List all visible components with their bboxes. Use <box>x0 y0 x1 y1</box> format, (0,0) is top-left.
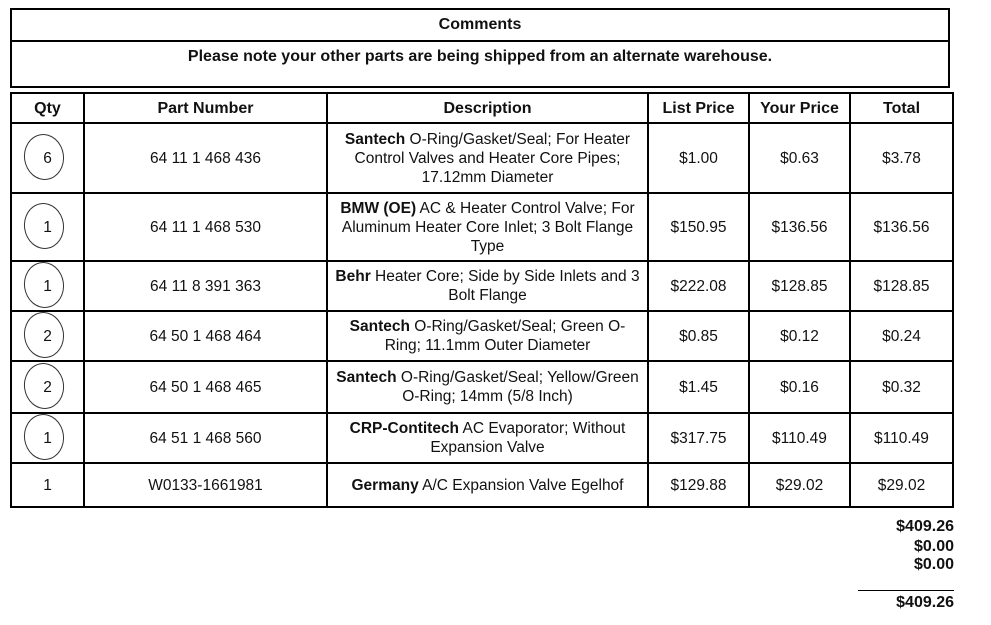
part-number-cell: 64 11 1 468 530 <box>84 193 327 261</box>
handwritten-circle-mark <box>21 200 67 251</box>
total-cell: $110.49 <box>850 413 953 463</box>
table-header-row <box>11 93 953 123</box>
description-cell <box>327 311 648 361</box>
table-row <box>11 463 953 507</box>
part-number-cell: 64 50 1 468 465 <box>84 361 327 413</box>
comments-heading: Comments <box>12 10 948 42</box>
qty-value: 1 <box>43 277 52 295</box>
header-description: Description <box>327 93 648 123</box>
handwritten-circle-mark <box>21 131 67 182</box>
table-row <box>11 261 953 311</box>
brand-name: Behr <box>335 268 371 285</box>
total-cell: $29.02 <box>850 463 953 507</box>
description-cell <box>327 413 648 463</box>
description-cell <box>327 123 648 193</box>
qty-value: 2 <box>43 378 52 396</box>
qty-value: 6 <box>43 149 52 167</box>
total-cell: $0.32 <box>850 361 953 413</box>
brand-name: BMW (OE) <box>340 199 417 217</box>
total-cell: $136.56 <box>850 193 953 261</box>
part-number-cell: 64 11 8 391 363 <box>84 261 327 311</box>
comments-box <box>10 8 950 88</box>
brand-name: Germany <box>351 476 419 494</box>
qty-cell <box>11 361 84 413</box>
parts-table-body <box>11 123 953 507</box>
description-cell <box>327 261 648 311</box>
your-price-cell: $110.49 <box>749 413 850 463</box>
brand-name: CRP-Contitech <box>349 420 460 437</box>
your-price-cell: $0.12 <box>749 311 850 361</box>
handwritten-circle-mark <box>21 411 67 462</box>
qty-cell <box>11 193 84 261</box>
total-cell: $3.78 <box>850 123 953 193</box>
header-total: Total <box>850 93 953 123</box>
part-number-cell: 64 11 1 468 436 <box>84 123 327 193</box>
brand-name: Santech <box>344 130 406 148</box>
qty-cell <box>11 311 84 361</box>
description-text: O-Ring/Gasket/Seal; Green O-Ring; 11.1mm Outer Diameter <box>384 318 626 354</box>
list-price-cell: $317.75 <box>648 413 749 463</box>
table-row <box>11 123 953 193</box>
header-qty: Qty <box>11 93 84 123</box>
description-text: A/C Expansion Valve Egelhof <box>418 476 624 494</box>
description-cell <box>327 193 648 261</box>
total-divider <box>858 590 954 591</box>
description-cell <box>327 463 648 507</box>
brand-name: Santech <box>336 369 397 386</box>
header-list-price: List Price <box>648 93 749 123</box>
total-cell: $128.85 <box>850 261 953 311</box>
your-price-cell: $136.56 <box>749 193 850 261</box>
handwritten-circle-mark <box>21 309 67 360</box>
list-price-cell: $0.85 <box>648 311 749 361</box>
handwritten-circle-mark <box>21 259 67 310</box>
description-text: Heater Core; Side by Side Inlets and 3 Bolt Flange <box>370 268 640 304</box>
shipping-value: $0.00 <box>913 556 954 573</box>
sales-tax-value: $0.00 <box>913 538 954 555</box>
handwritten-circle-mark <box>21 360 67 411</box>
qty-cell <box>11 413 84 463</box>
list-price-cell: $129.88 <box>648 463 749 507</box>
description-text: AC Evaporator; Without Expansion Valve <box>430 420 626 456</box>
header-your-price: Your Price <box>749 93 850 123</box>
comments-text: Please note your other parts are being shipped from an alternate warehouse. <box>187 48 773 65</box>
qty-value: 1 <box>43 476 52 494</box>
table-row <box>11 361 953 413</box>
qty-value: 1 <box>43 429 52 447</box>
part-number-cell: 64 50 1 468 464 <box>84 311 327 361</box>
list-price-cell: $150.95 <box>648 193 749 261</box>
description-cell <box>327 361 648 413</box>
your-price-cell: $0.16 <box>749 361 850 413</box>
description-text: AC & Heater Control Valve; For Aluminum Heater Core Inlet; 3 Bolt Flange Type <box>341 199 635 255</box>
qty-cell <box>11 123 84 193</box>
qty-cell <box>11 261 84 311</box>
list-price-cell: $1.00 <box>648 123 749 193</box>
your-price-cell: $128.85 <box>749 261 850 311</box>
header-part-number: Part Number <box>84 93 327 123</box>
table-row <box>11 311 953 361</box>
total-cell: $0.24 <box>850 311 953 361</box>
invoice-total-value: $409.26 <box>896 594 954 611</box>
parts-total-value: $409.26 <box>896 518 954 535</box>
brand-name: Santech <box>349 318 410 335</box>
description-text: O-Ring/Gasket/Seal; Yellow/Green O-Ring; 14mm (5/8 Inch) <box>396 369 639 405</box>
qty-cell <box>11 463 84 507</box>
list-price-cell: $222.08 <box>648 261 749 311</box>
part-number-cell: 64 51 1 468 560 <box>84 413 327 463</box>
part-number-cell: W0133-1661981 <box>84 463 327 507</box>
table-row <box>11 413 953 463</box>
table-row <box>11 193 953 261</box>
your-price-cell: $29.02 <box>749 463 850 507</box>
parts-table <box>10 92 954 508</box>
qty-value: 2 <box>43 327 52 345</box>
qty-value: 1 <box>43 218 52 236</box>
description-text: O-Ring/Gasket/Seal; For Heater Control Valves and Heater Core Pipes; 17.12mm Diameter <box>354 130 631 186</box>
list-price-cell: $1.45 <box>648 361 749 413</box>
your-price-cell: $0.63 <box>749 123 850 193</box>
